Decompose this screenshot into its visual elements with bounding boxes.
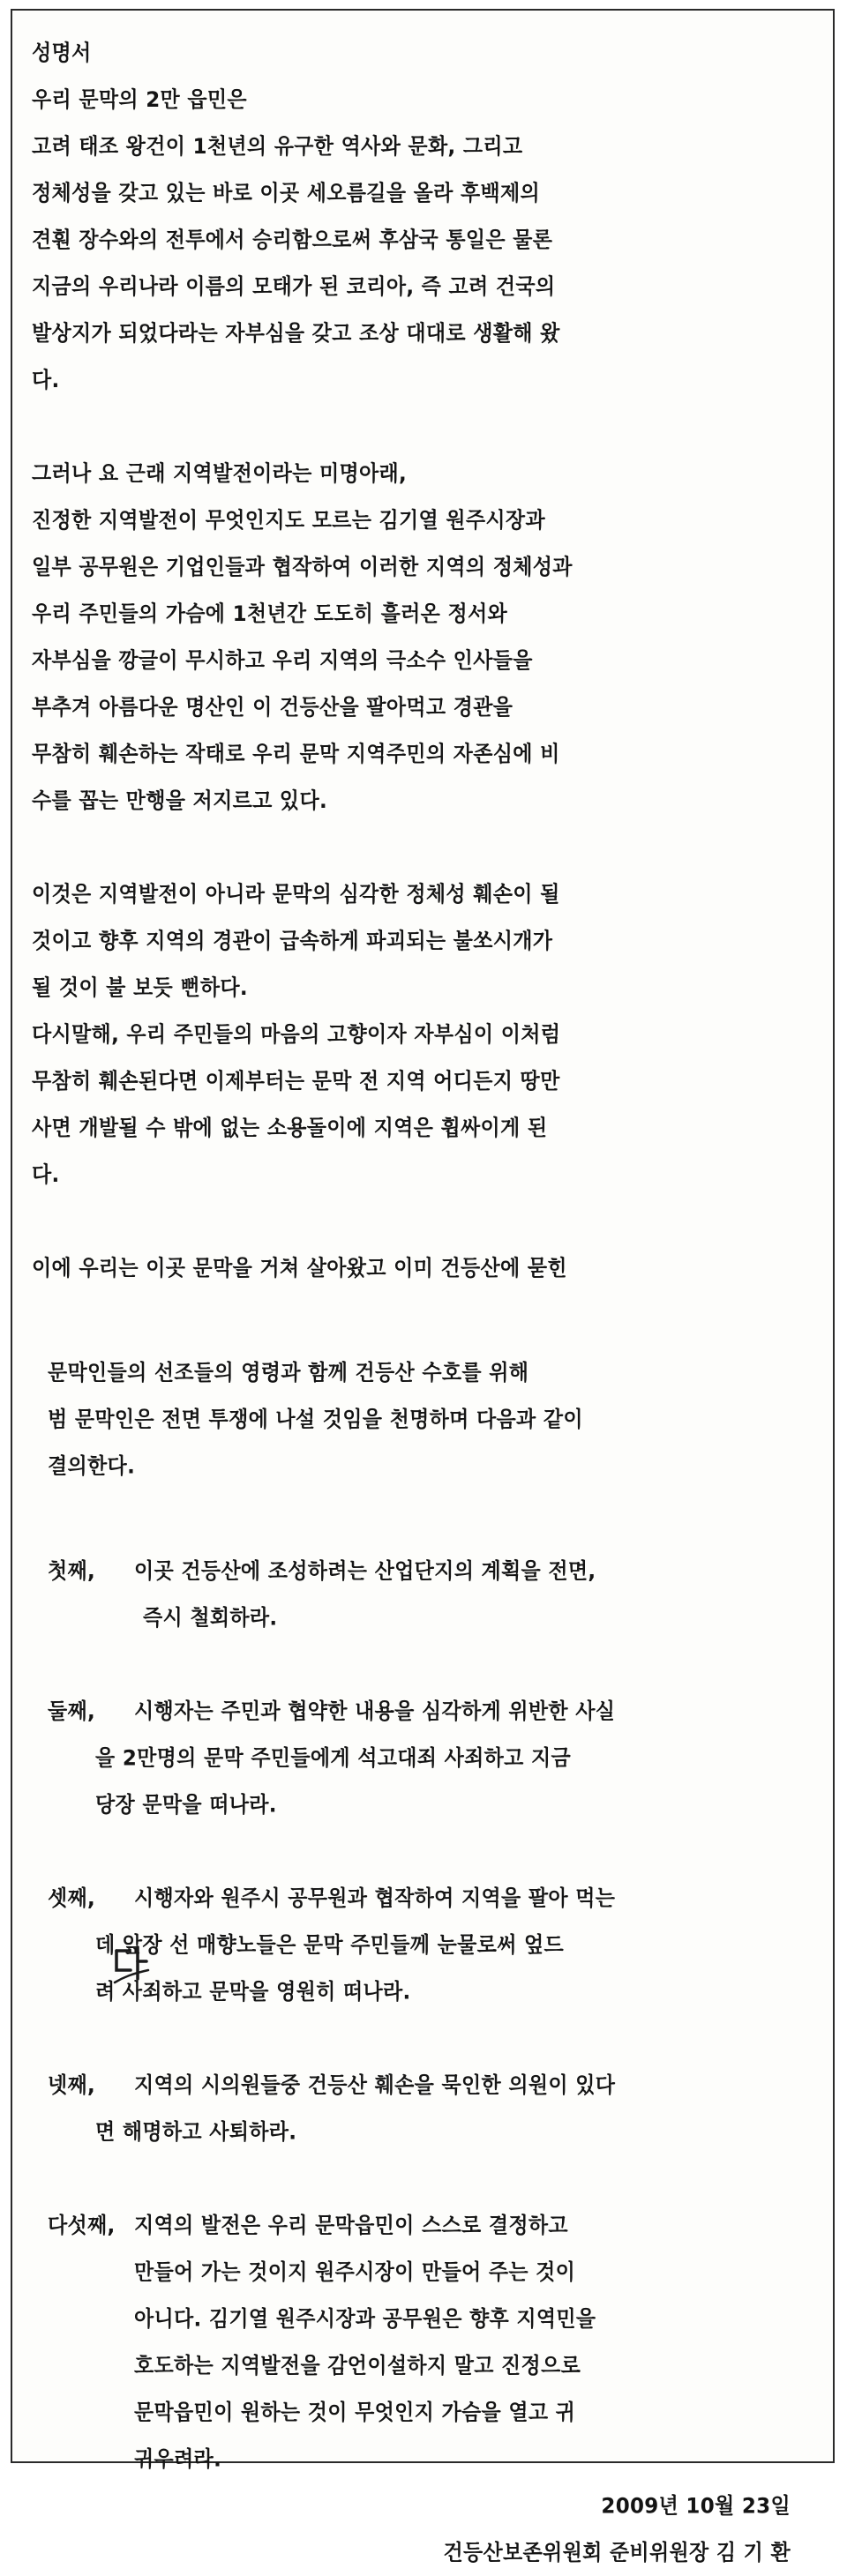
text-line: 지역의 발전은 우리 문막읍민이 스스로 결정하고	[134, 2214, 568, 2238]
demand-label: 첫째,	[48, 1559, 96, 1584]
demand-body	[95, 2062, 826, 2155]
declaration-paragraph	[32, 1350, 826, 1490]
intro-paragraph	[32, 77, 826, 404]
paragraph-gap	[32, 2155, 826, 2202]
demand-body	[95, 1875, 826, 2015]
text-line: 결의한다.	[48, 1454, 136, 1479]
text-line: 지역의 시의원들중 건등산 훼손을 묵인한 의원이 있다	[134, 2073, 616, 2098]
text-line: 이에 우리는 이곳 문막을 거쳐 살아왔고 이미 건등산에 묻힌	[32, 1256, 567, 1281]
signature-line: 건등산보존위원회 준비위원장 김 기 환	[443, 2541, 791, 2565]
consequence-paragraph	[32, 871, 826, 1198]
statement-text	[32, 30, 826, 2576]
criticism-paragraph	[32, 451, 826, 825]
text-line: 을 2만명의 문막 주민들에게 석고대죄 사죄하고 지금	[95, 1746, 572, 1771]
paragraph-gap	[32, 404, 826, 451]
statement-sheet	[11, 9, 835, 2565]
demand-body	[95, 1688, 826, 1828]
text-line: 문막읍민이 원하는 것이 무엇인지 가슴을 열고 귀	[134, 2401, 576, 2425]
demand-item-2	[48, 1688, 826, 1828]
text-line: 견훤 장수와의 전투에서 승리함으로써 후삼국 통일은 물론	[32, 228, 553, 253]
demand-label: 둘째,	[48, 1699, 96, 1724]
text-line: 면 해명하고 사퇴하라.	[95, 2120, 297, 2145]
demand-body	[134, 1548, 826, 1641]
handwritten-mark-icon	[111, 1944, 152, 1988]
text-line: 시행자는 주민과 협약한 내용을 심각하게 위반한 사실	[134, 1699, 616, 1724]
text-line: 려 사죄하고 문막을 영원히 떠나라.	[95, 1980, 411, 2005]
demand-item-3	[48, 1875, 826, 2015]
text-line: 우리 주민들의 가슴에 1천년간 도도히 흘러온 정서와	[32, 601, 508, 627]
text-line: 호도하는 지역발전을 감언이설하지 말고 진정으로	[134, 2354, 581, 2378]
text-line: 만들어 가는 것이지 원주시장이 만들어 주는 것이	[134, 2260, 576, 2285]
text-line: 것이고 향후 지역의 경관이 급속하게 파괴되는 불쏘시개가	[32, 929, 553, 954]
text-line: 다시말해, 우리 주민들의 마음의 고향이자 자부심이 이처럼	[32, 1022, 561, 1048]
paragraph-gap	[32, 1292, 826, 1350]
text-line: 고려 태조 왕건이 1천년의 유구한 역사와 문화, 그리고	[32, 134, 523, 160]
text-line: 이것은 지역발전이 아니라 문막의 심각한 정체성 훼손이 될	[32, 882, 560, 907]
demand-label: 넷째,	[48, 2073, 96, 2098]
text-line: 발상지가 되었다라는 자부심을 갖고 조상 대대로 생활해 왔	[32, 321, 560, 347]
text-line: 범 문막인은 전면 투쟁에 나설 것임을 천명하며 다음과 같이	[48, 1407, 583, 1432]
text-line: 다.	[32, 368, 60, 393]
text-line: 우리 문막의 2만 읍민은	[32, 87, 247, 113]
demand-label: 다섯째,	[48, 2214, 116, 2238]
text-line: 다.	[32, 1162, 60, 1188]
text-line: 수를 꼽는 만행을 저지르고 있다.	[32, 788, 328, 814]
paragraph-gap	[32, 825, 826, 871]
text-line: 시행자와 원주시 공무원과 협작하여 지역을 팔아 먹는	[134, 1886, 616, 1911]
text-line: 사면 개발될 수 밖에 없는 소용돌이에 지역은 휩싸이게 된	[32, 1116, 548, 1141]
document-title: 성명서	[32, 41, 92, 66]
text-line: 이곳 건등산에 조성하려는 산업단지의 계획을 전면,	[134, 1559, 596, 1584]
resolve-paragraph	[32, 1245, 826, 1292]
paragraph-gap	[32, 2015, 826, 2062]
text-line: 문막인들의 선조들의 영령과 함께 건등산 수호를 위해	[48, 1361, 529, 1385]
text-line: 정체성을 갖고 있는 바로 이곳 세오름길을 올라 후백제의	[32, 181, 541, 206]
paragraph-gap	[32, 1641, 826, 1688]
text-line: 지금의 우리나라 이름의 모태가 된 코리아, 즉 고려 건국의	[32, 274, 556, 300]
text-line: 무참히 훼손된다면 이제부터는 문막 전 지역 어디든지 땅만	[32, 1069, 560, 1094]
text-line: 부추겨 아름다운 명산인 이 건등산을 팔아먹고 경관을	[32, 695, 513, 721]
text-line: 그러나 요 근래 지역발전이라는 미명아래,	[32, 461, 408, 487]
text-line: 즉시 철회하라.	[143, 1606, 278, 1631]
text-line: 귀우려라.	[134, 2447, 222, 2472]
demand-item-4	[48, 2062, 826, 2155]
paragraph-gap	[32, 1828, 826, 1875]
statement-date: 2009년 10월 23일	[601, 2494, 791, 2519]
demand-item-5	[48, 2202, 826, 2483]
demand-body	[134, 2202, 826, 2483]
text-line: 진정한 지역발전이 무엇인지도 모르는 김기열 원주시장과	[32, 508, 545, 534]
text-line: 무참히 훼손하는 작태로 우리 문막 지역주민의 자존심에 비	[32, 742, 560, 767]
paragraph-gap	[32, 1490, 826, 1549]
text-line: 자부심을 깡글이 무시하고 우리 지역의 극소수 인사들을	[32, 648, 533, 674]
text-line: 일부 공무원은 기업인들과 협작하여 이러한 지역의 정체성과	[32, 555, 573, 580]
text-line: 데 앞장 선 매향노들은 문막 주민들께 눈물로써 엎드	[95, 1933, 565, 1958]
demand-label: 셋째,	[48, 1886, 96, 1911]
text-line: 아니다. 김기열 원주시장과 공무원은 향후 지역민을	[134, 2307, 596, 2332]
paragraph-gap	[32, 1198, 826, 1245]
text-line: 당장 문막을 떠나라.	[95, 1793, 277, 1818]
text-line: 될 것이 불 보듯 뻔하다.	[32, 975, 248, 1001]
demand-item-1	[48, 1548, 826, 1641]
